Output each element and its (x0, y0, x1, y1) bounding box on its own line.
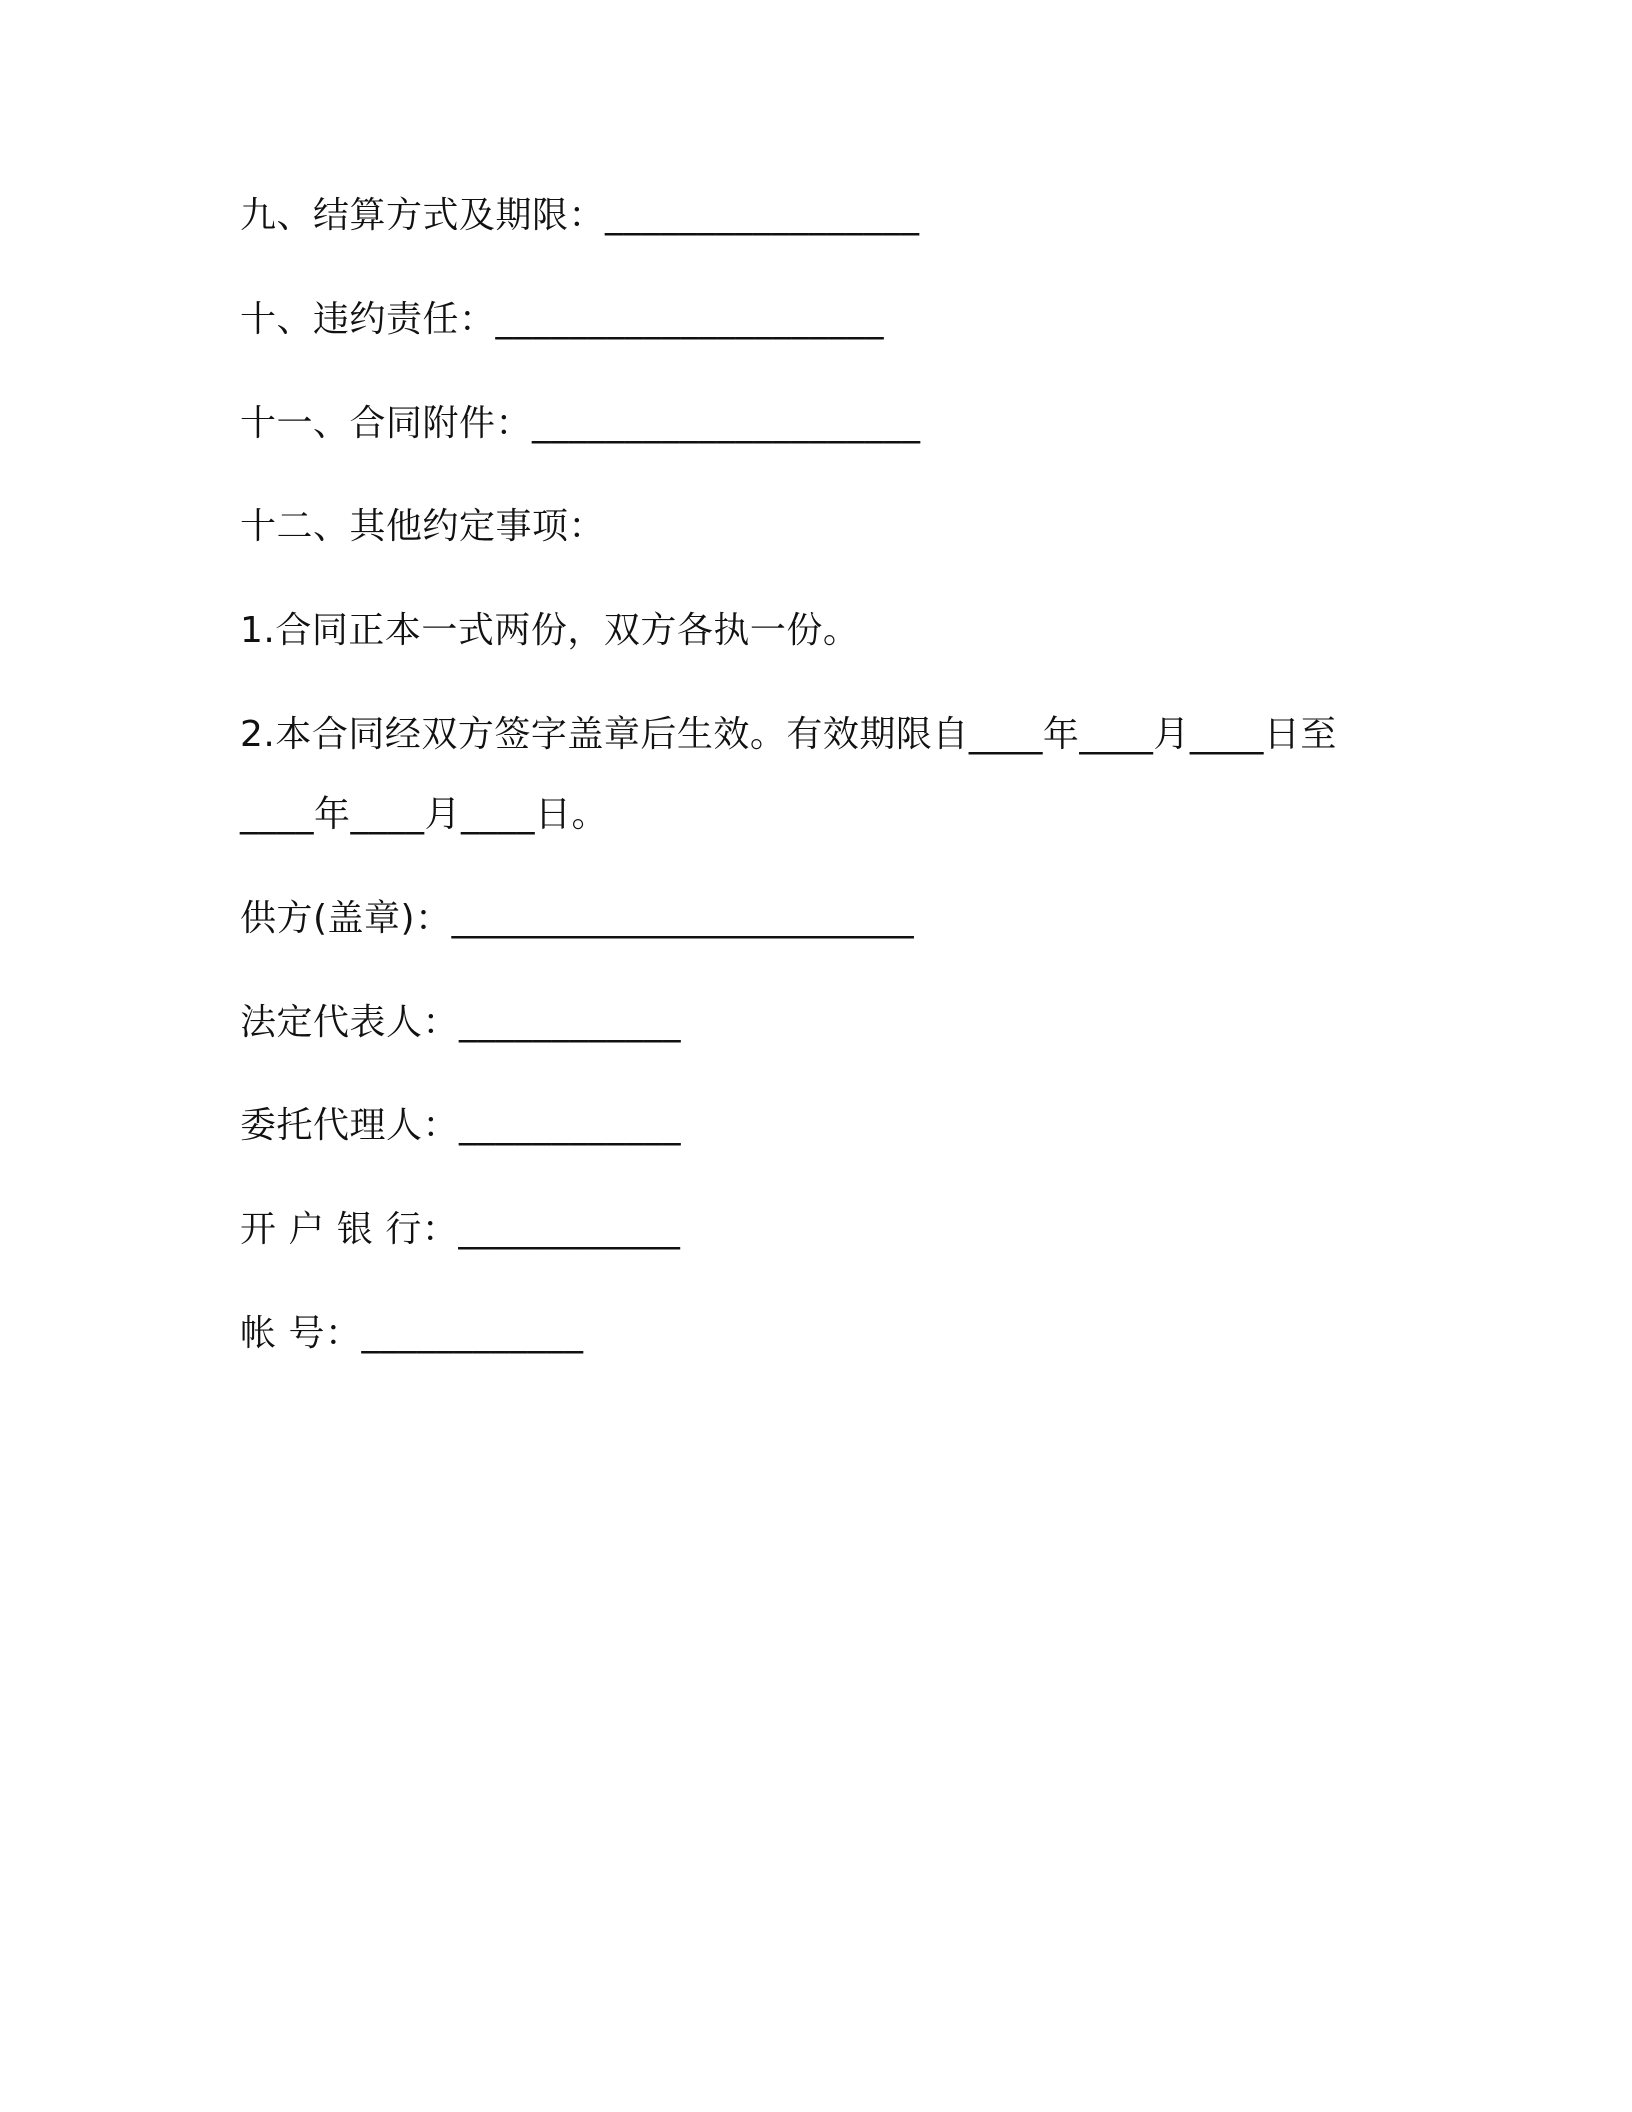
account-number-line: 帐 号：____________ (240, 1313, 584, 1354)
clause-2-line: 2.本合同经双方签字盖章后生效。有效期限自____年____月____日至 (240, 714, 1337, 755)
clause-1-line: 1.合同正本一式两份，双方各执一份。 (240, 610, 860, 651)
contract-attachments-line: 十一、合同附件：_____________________ (240, 403, 921, 444)
breach-liability-line: 十、违约责任：_____________________ (240, 299, 885, 340)
other-agreements-heading: 十二、其他约定事项： (240, 506, 606, 547)
bank-line: 开 户 银 行：____________ (240, 1209, 681, 1250)
settlement-terms-line: 九、结算方式及期限：_________________ (240, 195, 920, 236)
supplier-seal-line: 供方(盖章)：_________________________ (240, 898, 915, 939)
clause-2-continuation-line: ____年____月____日。 (240, 794, 609, 835)
authorized-agent-line: 委托代理人：____________ (240, 1105, 682, 1146)
legal-representative-line: 法定代表人：____________ (240, 1002, 682, 1043)
